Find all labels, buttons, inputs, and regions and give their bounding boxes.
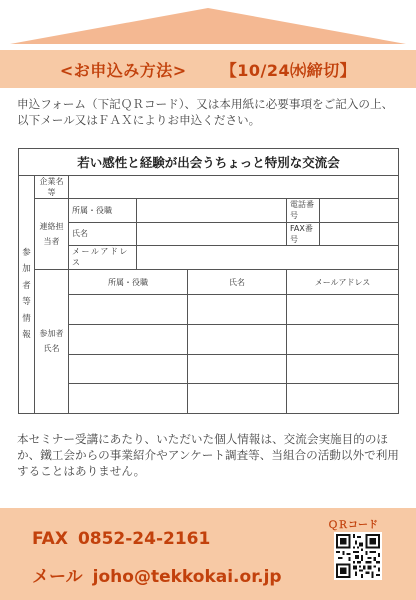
company-name-field[interactable] <box>69 175 399 199</box>
participant-email-field[interactable] <box>287 295 399 325</box>
fax-line <box>32 529 210 549</box>
participant-affiliation-field[interactable] <box>69 295 188 325</box>
application-form <box>18 148 399 414</box>
deadline-label: 【10/24㈬締切】 <box>220 60 357 80</box>
mail-line <box>32 562 282 587</box>
participant-name-header: 氏名 <box>188 269 287 295</box>
phone-field[interactable] <box>320 199 399 223</box>
qr-code-icon[interactable] <box>334 532 382 580</box>
fax-label: FAX番号 <box>287 222 320 246</box>
participant-name-field[interactable] <box>188 354 287 384</box>
mail-title: メール <box>32 567 83 587</box>
email-address[interactable]: joho@tekkokai.or.jp <box>92 567 282 587</box>
participant-name-field[interactable] <box>188 384 287 414</box>
participant-affiliation-field[interactable] <box>69 354 188 384</box>
participant-info-side-label: 参 加 者 等 情 報 <box>19 175 35 413</box>
qr-code-label: ＱＲコード <box>328 520 378 531</box>
contact-name-label: 氏名 <box>69 222 137 246</box>
participant-email-field[interactable] <box>287 354 399 384</box>
company-name-label: 企業名等 <box>35 175 69 199</box>
contact-affiliation-field[interactable] <box>137 199 287 223</box>
contact-person-label: 連絡担当者 <box>35 199 69 270</box>
application-method-heading: <お申込み方法> <box>59 60 187 80</box>
participant-row <box>19 295 399 325</box>
contact-email-field[interactable] <box>137 246 399 270</box>
participant-row <box>19 354 399 384</box>
form-title: 若い感性と経験が出会うちょっと特別な交流会 <box>19 149 399 176</box>
participant-email-field[interactable] <box>287 324 399 354</box>
roof-decoration <box>0 0 416 46</box>
contact-email-label: メールアドレス <box>69 246 137 270</box>
participant-row <box>19 384 399 414</box>
privacy-notice: 本セミナー受講にあたり、いただいた個人情報は、交流会実施目的のほか、鐵工会からの事業紹介やアンケート調査等、当組合の活動以外で利用することはありません。 <box>17 432 399 478</box>
participant-email-field[interactable] <box>287 384 399 414</box>
participant-affiliation-header: 所属・役職 <box>69 269 188 295</box>
participant-name-label: 参加者氏名 <box>35 269 69 413</box>
fax-title: FAX <box>32 529 68 549</box>
contact-name-field[interactable] <box>137 222 287 246</box>
participant-row <box>19 324 399 354</box>
contact-footer <box>0 508 416 600</box>
participant-email-header: メールアドレス <box>287 269 399 295</box>
participant-affiliation-field[interactable] <box>69 384 188 414</box>
header-bar <box>0 50 416 88</box>
contact-affiliation-label: 所属・役職 <box>69 199 137 223</box>
phone-label: 電話番号 <box>287 199 320 223</box>
intro-text: 申込フォーム（下記ＱＲコード）、又は本用紙に必要事項をご記入の上、以下メール又はＦＡＸによりお申込ください。 <box>17 97 394 127</box>
participant-affiliation-field[interactable] <box>69 324 188 354</box>
fax-field[interactable] <box>320 222 399 246</box>
participant-name-field[interactable] <box>188 324 287 354</box>
fax-number: 0852-24-2161 <box>77 529 211 549</box>
participant-name-field[interactable] <box>188 295 287 325</box>
